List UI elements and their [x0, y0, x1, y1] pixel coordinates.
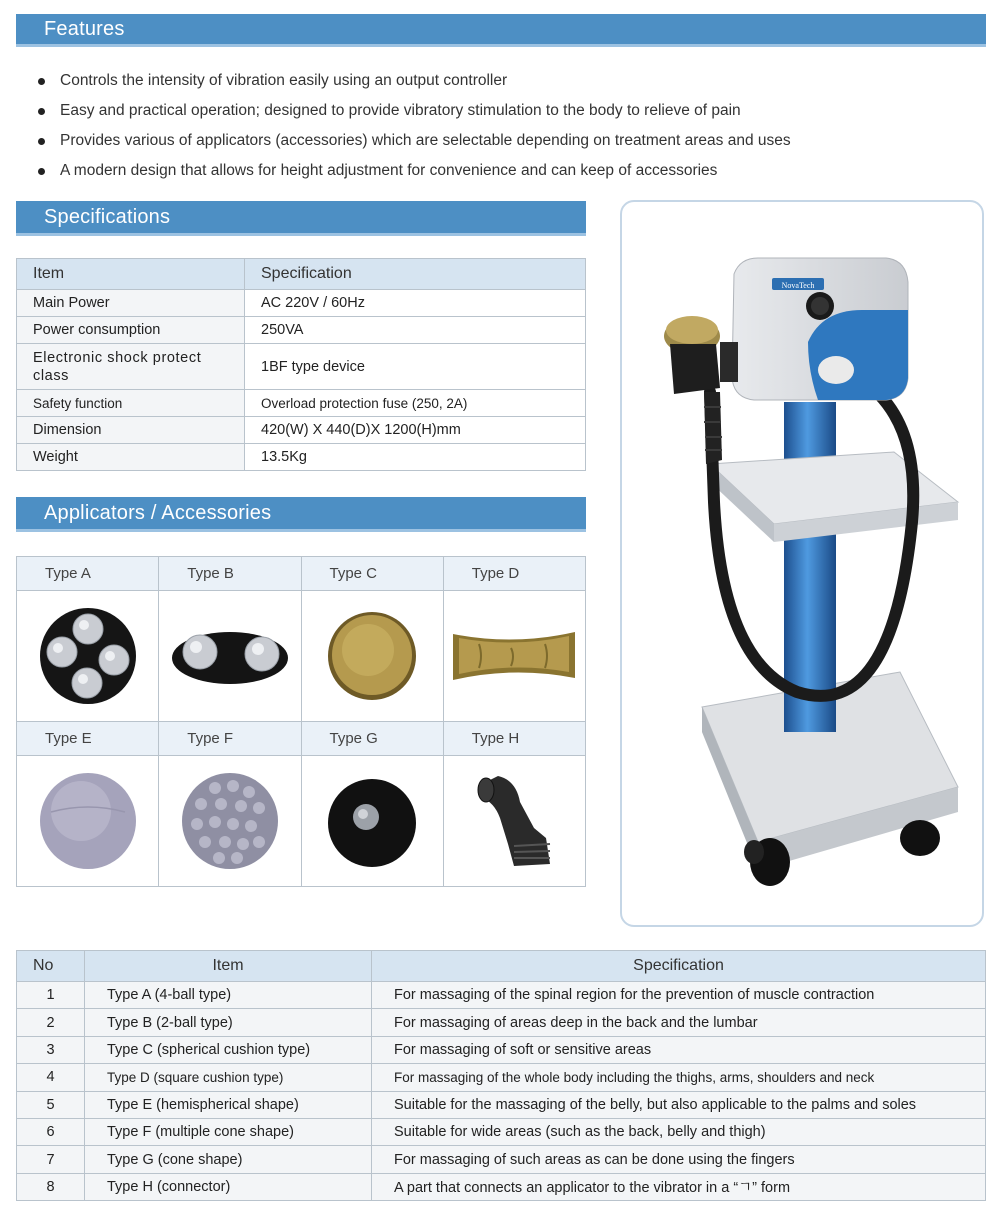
- applicator-g-image: [302, 756, 444, 887]
- table-row: [17, 1146, 986, 1173]
- applicator-type-label: Type G: [302, 722, 444, 756]
- row-item-cell: Type D (square cushion type): [85, 1064, 372, 1091]
- applicators-header-bar: [16, 497, 586, 532]
- applicator-image-row: [17, 591, 586, 722]
- table-row: [17, 1118, 986, 1145]
- column-header-specification: Specification: [372, 951, 986, 982]
- row-spec-cell: For massaging of the whole body including the thighs, arms, shoulders and neck: [372, 1064, 986, 1091]
- applicator-type-label: Type F: [159, 722, 301, 756]
- applicator-f-image: [159, 756, 301, 887]
- row-item-cell: Type G (cone shape): [85, 1146, 372, 1173]
- column-header-specification: Specification: [245, 259, 586, 290]
- row-item-cell: Type C (spherical cushion type): [85, 1036, 372, 1063]
- table-row: [17, 1036, 986, 1063]
- product-brand-label: NovaTech: [781, 281, 815, 290]
- table-row: [17, 1009, 986, 1036]
- spec-item-cell: Electronic shock protect class: [17, 344, 245, 390]
- feature-item: Easy and practical operation; designed to provide vibratory stimulation to the body to relieve of pain: [36, 96, 936, 126]
- table-row: [17, 317, 586, 344]
- specifications-title: Specifications: [44, 205, 171, 228]
- row-spec-cell: For massaging of such areas as can be done using the fingers: [372, 1146, 986, 1173]
- row-number-cell: 4: [17, 1064, 85, 1091]
- applicator-label-row: [17, 722, 586, 756]
- row-item-cell: Type B (2-ball type): [85, 1009, 372, 1036]
- spec-item-cell: Power consumption: [17, 317, 245, 344]
- row-spec-cell: For massaging of the spinal region for the prevention of muscle contraction: [372, 982, 986, 1009]
- row-number-cell: 2: [17, 1009, 85, 1036]
- feature-item: Controls the intensity of vibration easily using an output controller: [36, 66, 936, 96]
- row-number-cell: 5: [17, 1091, 85, 1118]
- row-number-cell: 6: [17, 1118, 85, 1145]
- applicator-type-label: Type A: [17, 557, 159, 591]
- specifications-table: [16, 258, 586, 471]
- column-header-item: Item: [85, 951, 372, 982]
- applicators-title: Applicators / Accessories: [44, 501, 272, 524]
- feature-item: A modern design that allows for height adjustment for convenience and can keep of accessories: [36, 156, 936, 186]
- row-number-cell: 3: [17, 1036, 85, 1063]
- row-spec-cell: A part that connects an applicator to the vibrator in a “ㄱ” form: [372, 1173, 986, 1200]
- spec-value-cell: AC 220V / 60Hz: [245, 290, 586, 317]
- applicator-label-row: [17, 557, 586, 591]
- spec-item-cell: Main Power: [17, 290, 245, 317]
- product-image-frame: [620, 200, 984, 927]
- table-row: [17, 417, 586, 444]
- row-item-cell: Type H (connector): [85, 1173, 372, 1200]
- product-illustration: [622, 202, 982, 925]
- row-spec-cell: For massaging of soft or sensitive areas: [372, 1036, 986, 1063]
- spec-value-cell: 420(W) X 440(D)X 1200(H)mm: [245, 417, 586, 444]
- features-list: [36, 66, 936, 186]
- applicator-type-label: Type D: [444, 557, 586, 591]
- applicator-b-image: [159, 591, 301, 722]
- spec-item-cell: Dimension: [17, 417, 245, 444]
- feature-item: Provides various of applicators (accessories) which are selectable depending on treatment areas and uses: [36, 126, 936, 156]
- row-spec-cell: For massaging of areas deep in the back and the lumbar: [372, 1009, 986, 1036]
- table-row: [17, 390, 586, 417]
- table-row: [17, 344, 586, 390]
- row-spec-cell: Suitable for wide areas (such as the back, belly and thigh): [372, 1118, 986, 1145]
- row-item-cell: Type A (4-ball type): [85, 982, 372, 1009]
- applicators-grid: [16, 556, 586, 887]
- features-title: Features: [44, 17, 125, 40]
- applicator-type-label: Type H: [444, 722, 586, 756]
- applicator-a-image: [17, 591, 159, 722]
- column-header-item: Item: [17, 259, 245, 290]
- spec-item-cell: Weight: [17, 444, 245, 471]
- applicator-type-label: Type B: [159, 557, 301, 591]
- applicator-items-table: [16, 950, 986, 1201]
- applicator-e-image: [17, 756, 159, 887]
- table-row: [17, 1173, 986, 1200]
- table-header-row: [17, 259, 586, 290]
- specifications-header-bar: [16, 201, 586, 236]
- column-header-no: No: [17, 951, 85, 982]
- row-number-cell: 8: [17, 1173, 85, 1200]
- applicator-image-row: [17, 756, 586, 887]
- spec-item-cell: Safety function: [17, 390, 245, 417]
- row-spec-cell: Suitable for the massaging of the belly, but also applicable to the palms and soles: [372, 1091, 986, 1118]
- spec-value-cell: 250VA: [245, 317, 586, 344]
- features-header-bar: [16, 14, 986, 47]
- row-number-cell: 7: [17, 1146, 85, 1173]
- applicator-c-image: [302, 591, 444, 722]
- row-number-cell: 1: [17, 982, 85, 1009]
- table-row: [17, 982, 986, 1009]
- applicator-type-label: Type E: [17, 722, 159, 756]
- table-row: [17, 1091, 986, 1118]
- spec-value-cell: 13.5Kg: [245, 444, 586, 471]
- row-item-cell: Type E (hemispherical shape): [85, 1091, 372, 1118]
- row-item-cell: Type F (multiple cone shape): [85, 1118, 372, 1145]
- table-row: [17, 290, 586, 317]
- spec-value-cell: 1BF type device: [245, 344, 586, 390]
- applicator-h-image: [444, 756, 586, 887]
- spec-value-cell: Overload protection fuse (250, 2A): [245, 390, 586, 417]
- table-row: [17, 1064, 986, 1091]
- table-row: [17, 444, 586, 471]
- table-header-row: [17, 951, 986, 982]
- applicator-d-image: [444, 591, 586, 722]
- applicator-type-label: Type C: [302, 557, 444, 591]
